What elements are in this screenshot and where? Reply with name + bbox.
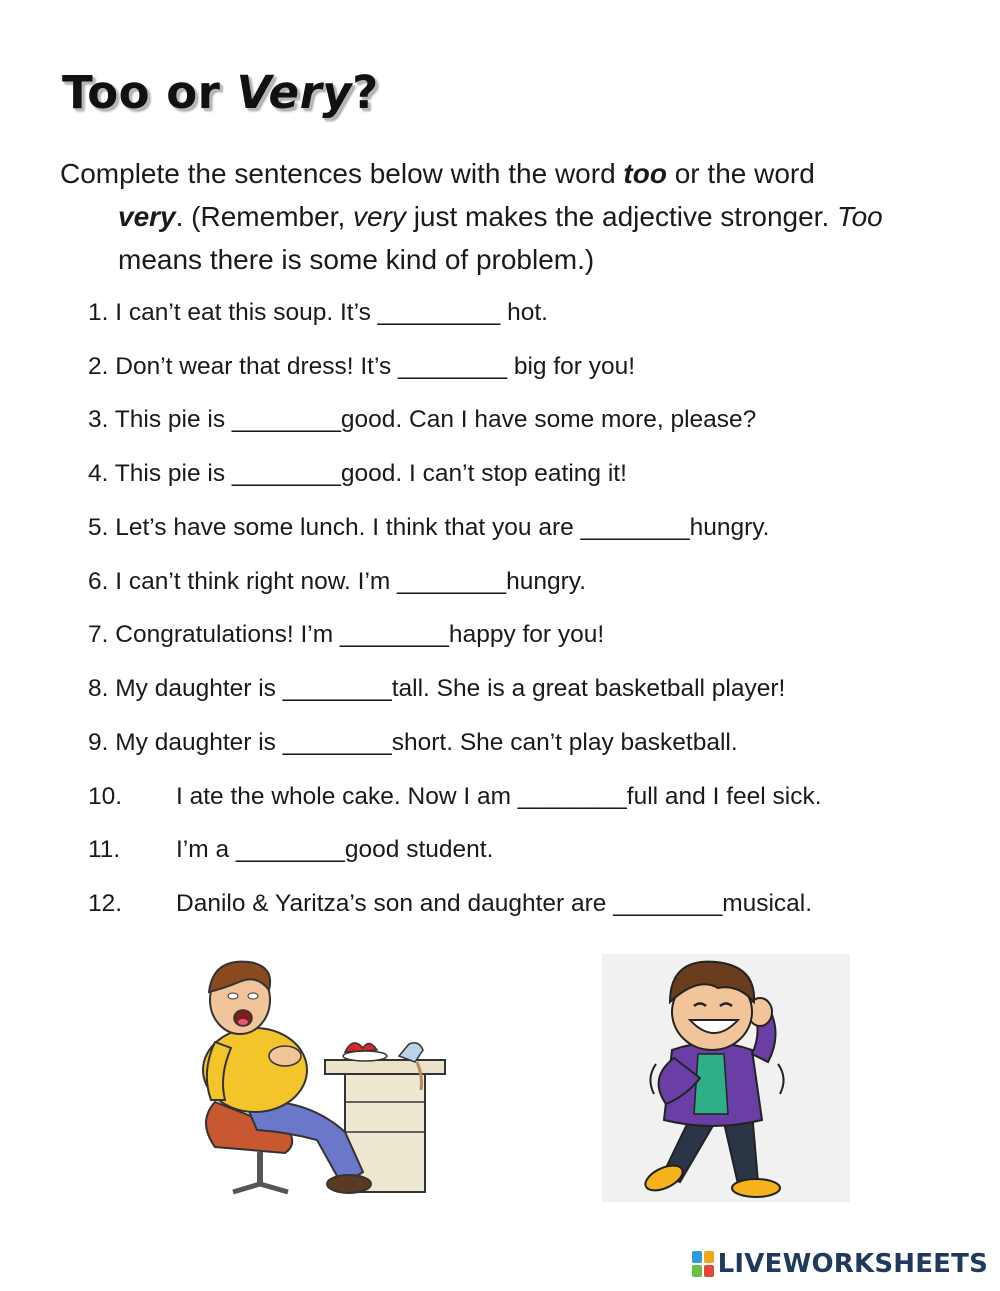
question-number: 1. [88,299,109,326]
question-text: My daughter is ________short. She can’t play basketball. [108,729,738,756]
worksheet-title [62,66,379,119]
question-text: Congratulations! I’m ________happy for you! [108,621,605,648]
instructions-text: Complete the sentences below with the word [60,158,624,189]
question-text: This pie is ________good. I can’t stop eating it! [108,460,627,487]
liveworksheets-logo-icon [692,1251,714,1277]
question-1 [88,298,548,328]
question-11 [88,835,493,865]
happy-boy-illustration [602,954,850,1202]
question-text: I can’t eat this soup. It’s _________ hot. [108,299,548,326]
instructions-text: means there is some kind of problem.) [118,244,595,275]
title-question-mark: ? [352,66,379,119]
question-text: I can’t think right now. I’m ________hungry. [108,568,587,595]
question-text: Danilo & Yaritza’s son and daughter are ________musical. [176,890,813,917]
overfull-man-illustration [185,952,455,1202]
question-text: Let’s have some lunch. I think that you are ________hungry. [108,514,770,541]
instructions-emph-very: very [118,201,176,232]
instructions-text: . (Remember, [175,201,354,232]
question-number: 6. [88,568,109,595]
question-text: I’m a ________good student. [176,836,494,863]
overfull-man-at-desk-icon [185,952,455,1202]
instructions-text: or the word [666,158,815,189]
question-number: 8. [88,675,109,702]
happy-boy-laughing-icon [602,954,850,1202]
instructions-emph-too: too [623,158,667,189]
liveworksheets-logo [692,1249,988,1279]
question-number: 5. [88,514,109,541]
question-7 [88,620,604,650]
question-text: I ate the whole cake. Now I am ________full and I feel sick. [176,783,822,810]
question-9 [88,728,738,758]
question-number: 11. [88,836,121,863]
question-number: 2. [88,353,109,380]
question-5 [88,513,769,543]
question-10 [88,782,822,812]
question-number: 3. [88,406,109,433]
question-number: 7. [88,621,109,648]
question-text: This pie is ________good. Can I have some more, please? [108,406,757,433]
instructions-text: just makes the adjective stronger. [405,201,838,232]
question-12 [88,889,812,919]
instructions [60,152,960,281]
question-2 [88,352,635,382]
instructions-italic-very: very [353,201,406,232]
question-4 [88,459,627,489]
question-3 [88,405,756,435]
title-text-too-or: Too or [62,66,237,119]
question-6 [88,567,586,597]
title-text-very: Very [236,66,353,119]
question-number: 4. [88,460,109,487]
logo-text: LIVEWORKSHEETS [717,1249,988,1279]
instructions-italic-too: Too [837,201,883,232]
question-text: Don’t wear that dress! It’s ________ big for you! [108,353,636,380]
question-number: 9. [88,729,109,756]
question-text: My daughter is ________tall. She is a great basketball player! [108,675,786,702]
question-number: 12. [88,890,123,917]
question-8 [88,674,785,704]
question-number: 10. [88,783,123,810]
